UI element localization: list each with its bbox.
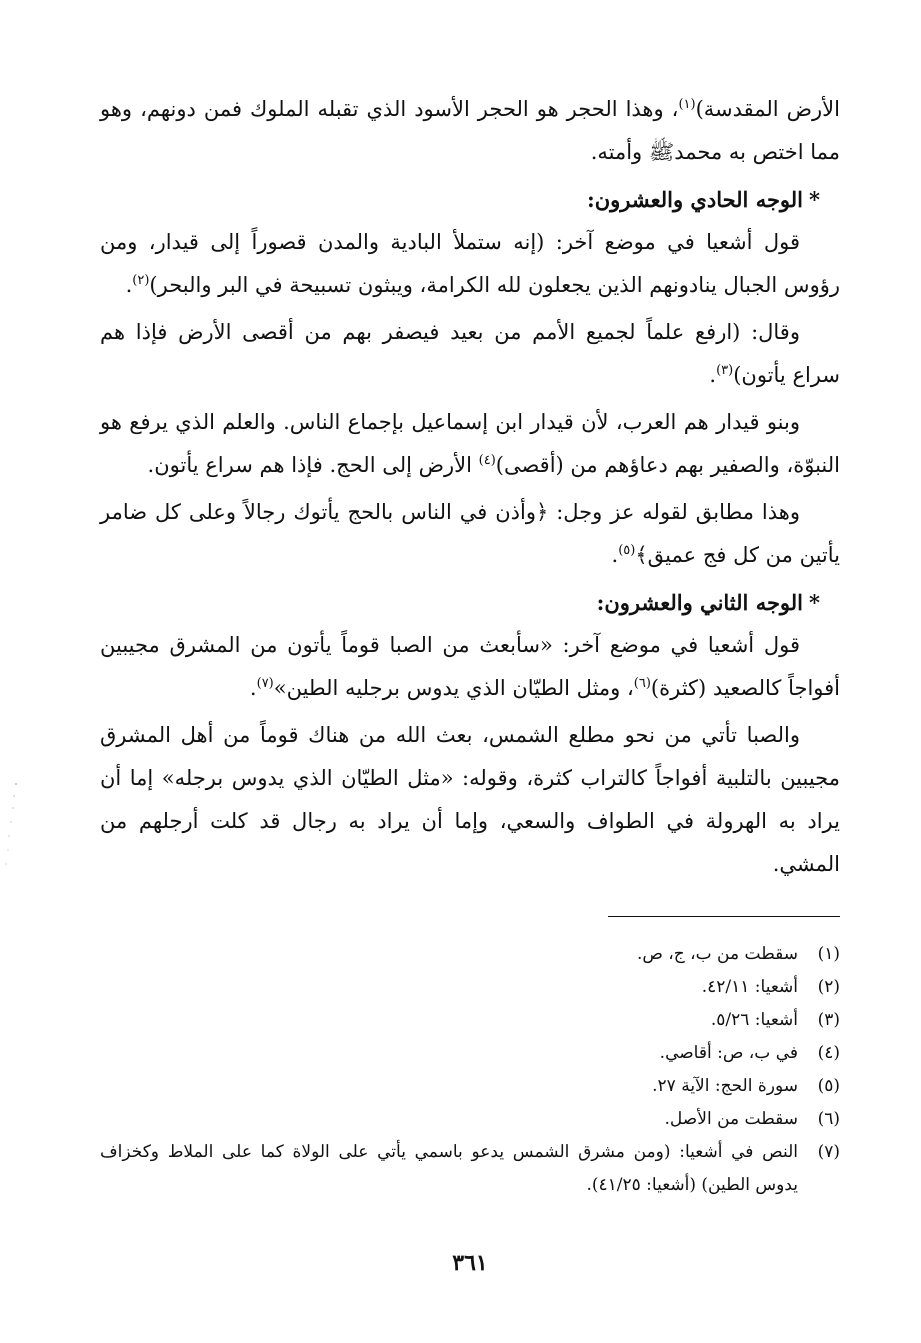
footnote-item bbox=[100, 1136, 840, 1202]
footnote-number: (١) bbox=[817, 944, 840, 964]
footnote-reference: (٥) bbox=[618, 543, 636, 558]
text-run: ، ومثل الطيّان الذي يدوس برجليه الطين» bbox=[273, 676, 634, 700]
footnote-separator bbox=[608, 916, 840, 917]
paragraph bbox=[100, 624, 840, 710]
margin-speck-marks bbox=[4, 780, 18, 870]
footnote-text: سقطت من ب، ج، ص. bbox=[636, 944, 798, 964]
footnote-item bbox=[100, 1070, 840, 1103]
footnote-reference: (٣) bbox=[716, 363, 734, 378]
footnote-item bbox=[100, 1004, 840, 1037]
text-run: وهذا مطابق لقوله عز وجل: ﴿وأذن في الناس بالحج يأتوك رجالاً وعلى كل ضامر يأتين من كل فج عميق﴾ bbox=[100, 500, 840, 567]
paragraph bbox=[100, 491, 840, 577]
footnote-text: في ب، ص: أقاصي. bbox=[659, 1043, 798, 1063]
paragraph bbox=[100, 221, 840, 307]
text-run: ، وهذا الحجر هو الحجر الأسود الذي تقبله الملوك فمن دونهم، وهو مما اختص به محمدﷺ وأمته. bbox=[100, 97, 840, 164]
text-run: . bbox=[611, 543, 619, 567]
paragraph bbox=[100, 88, 840, 174]
section-heading bbox=[100, 178, 840, 221]
footnote-reference: (١) bbox=[678, 97, 696, 112]
footnote-reference: (٧) bbox=[256, 676, 274, 691]
footnotes-list bbox=[100, 938, 840, 1202]
heading-asterisk: * bbox=[809, 187, 820, 212]
heading-asterisk: * bbox=[809, 590, 820, 615]
text-run: الوجه الثاني والعشرون: bbox=[596, 590, 804, 615]
footnote-reference: (٦) bbox=[633, 676, 651, 691]
footnote-number: (٧) bbox=[817, 1142, 840, 1162]
text-run: الأرض إلى الحج. فإذا هم سراع يأتون. bbox=[147, 453, 479, 477]
text-run: الوجه الحادي والعشرون: bbox=[586, 187, 804, 212]
text-run: . bbox=[249, 676, 257, 700]
footnote-reference: (٢) bbox=[132, 273, 150, 288]
footnote-item bbox=[100, 1103, 840, 1136]
text-run: وقال: (ارفع علماً لجميع الأمم من بعيد فيصفر بهم من أقصى الأرض فإذا هم سراع يأتون) bbox=[100, 320, 840, 387]
footnote-item bbox=[100, 938, 840, 971]
text-run: قول أشعيا في موضع آخر: (إنه ستملأ البادية والمدن قصوراً إلى قيدار، ومن رؤوس الجبال ينادونهم الذين يجعلون لله الكرامة، ويبثون تسبيحة في البر والبحر) bbox=[100, 230, 840, 297]
footnote-reference: (٤) bbox=[478, 453, 496, 468]
footnote-number: (٢) bbox=[817, 977, 840, 997]
footnote-text: النص في أشعيا: (ومن مشرق الشمس يدعو باسمي يأتي على الولاة كما على الملاط وكخزاف يدوس الطين) (أشعيا: ٤١/٢٥). bbox=[100, 1142, 798, 1195]
footnote-item bbox=[100, 1037, 840, 1070]
footnote-number: (٦) bbox=[817, 1109, 840, 1129]
main-text bbox=[100, 88, 840, 886]
text-run: وبنو قيدار هم العرب، لأن قيدار ابن إسماعيل بإجماع الناس. والعلم الذي يرفع هو النبوّة، والصفير بهم دعاؤهم من (أقصى) bbox=[100, 410, 840, 477]
footnote-item bbox=[100, 971, 840, 1004]
page-number: ٣٦١ bbox=[452, 1250, 488, 1276]
footnote-text: أشعيا: ٤٢/١١. bbox=[701, 977, 798, 997]
text-run: قول أشعيا في موضع آخر: «سأبعث من الصبا قوماً يأتون من المشرق مجيبين أفواجاً كالصعيد (كثرة) bbox=[100, 633, 840, 700]
paragraph bbox=[100, 714, 840, 886]
footnote-number: (٣) bbox=[817, 1010, 840, 1030]
text-run: . bbox=[125, 273, 133, 297]
paragraph bbox=[100, 311, 840, 397]
footnote-number: (٤) bbox=[817, 1043, 840, 1063]
document-page bbox=[100, 88, 840, 1308]
text-run: . bbox=[709, 363, 717, 387]
footnote-text: سقطت من الأصل. bbox=[664, 1109, 798, 1129]
text-run: والصبا تأتي من نحو مطلع الشمس، بعث الله من هناك قوماً من أهل المشرق مجيبين بالتلبية أفواجاً كالتراب كثرة، وقوله: «مثل الطيّان الذي يدوس برجله» إما أن يراد به الهرولة في الطواف والسعي، وإما أن يراد به رجال قد كلت أرجلهم من المشي. bbox=[100, 723, 840, 876]
footnote-number: (٥) bbox=[817, 1076, 840, 1096]
section-heading bbox=[100, 581, 840, 624]
footnote-text: سورة الحج: الآية ٢٧. bbox=[652, 1076, 798, 1096]
paragraph bbox=[100, 401, 840, 487]
text-run: الأرض المقدسة) bbox=[695, 97, 840, 121]
footnote-text: أشعيا: ٥/٢٦. bbox=[710, 1010, 798, 1030]
